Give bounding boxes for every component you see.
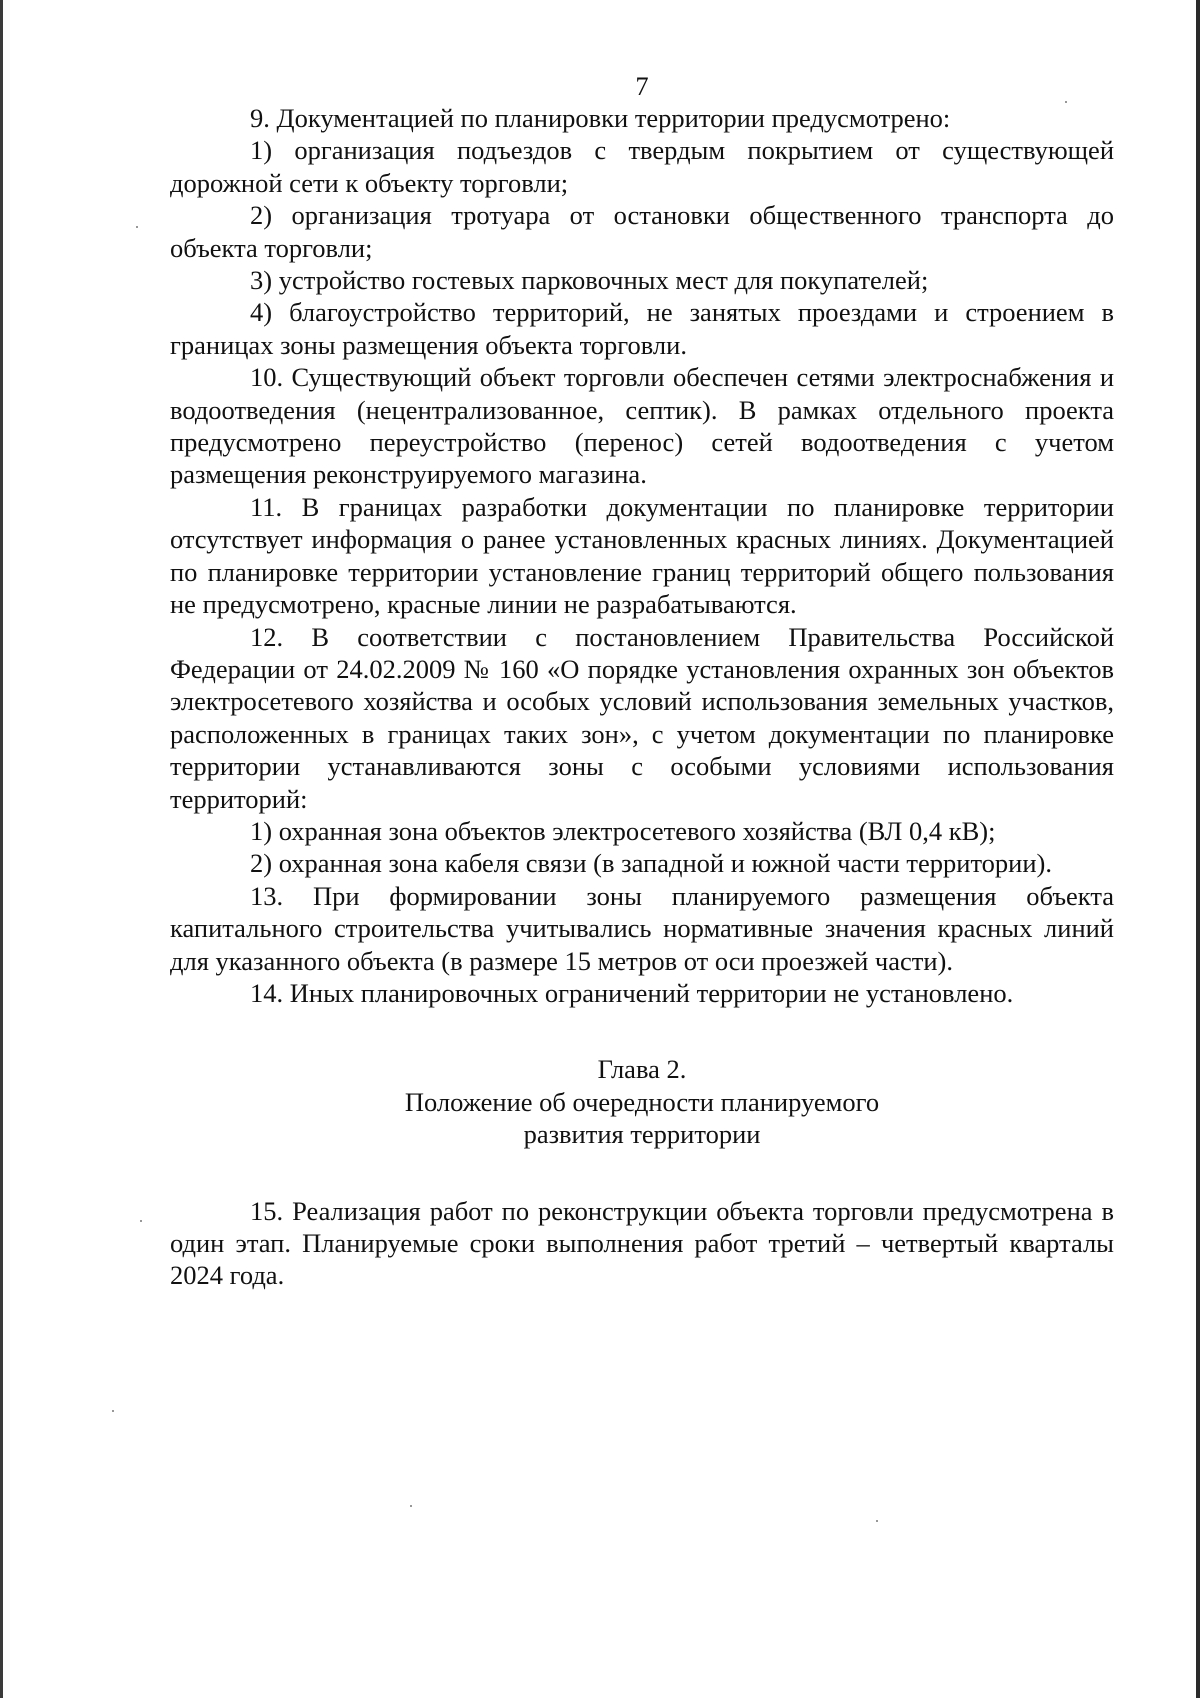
list-item-4: 4) благоустройство территорий, не занятых проездами и строением в границах зоны размещения объекта торговли. xyxy=(170,297,1114,360)
paragraph-13: 13. При формировании зоны планируемого размещения объекта капитального строительства учитывались нормативные значения красных линий для указанного объекта (в размере 15 метров от оси проезжей части). xyxy=(170,880,1114,976)
zone-item-2: 2) охранная зона кабеля связи (в западной и южной части территории). xyxy=(250,848,1052,879)
scan-edge-right xyxy=(1196,0,1200,1698)
scan-speck xyxy=(112,1410,114,1412)
paragraph-11: 11. В границах разработки документации по планировке территории отсутствует информация о ранее установленных красных линиях. Документацией по планировке территории установление границ территорий общего пользования не предусмотрено, красные линии не разрабатываются. xyxy=(170,491,1114,620)
chapter-subtitle-line-1: Положение об очередности планируемого xyxy=(404,1086,880,1117)
paragraph-15: 15. Реализация работ по реконструкции объекта торговли предусмотрена в один этап. Планируемые сроки выполнения работ третий – четвертый кварталы 2024 года. xyxy=(170,1195,1114,1291)
document-body xyxy=(170,70,1114,1292)
scan-speck xyxy=(410,1505,412,1507)
paragraph-10: 10. Существующий объект торговли обеспечен сетями электроснабжения и водоотведения (нецентрализованное, септик). В рамках отдельного проекта предусмотрено переустройство (перенос) сетей водоотведения с учетом размещения реконструируемого магазина. xyxy=(170,362,1114,490)
paragraph-9: 9. Документацией по планировки территории предусмотрено: xyxy=(250,103,951,133)
paragraph-14: 14. Иных планировочных ограничений территории не установлено. xyxy=(250,977,1014,1008)
chapter-title: Глава 2. xyxy=(597,1054,687,1085)
zone-item-1: 1) охранная зона объектов электросетевого хозяйства (ВЛ 0,4 кВ); xyxy=(250,815,996,846)
list-item-3: 3) устройство гостевых парковочных мест для покупателей; xyxy=(250,265,929,296)
scan-speck xyxy=(136,226,138,228)
list-item-1: 1) организация подъездов с твердым покрытием от существующей дорожной сети к объекту торговли; xyxy=(170,135,1114,198)
scan-speck xyxy=(876,1520,878,1522)
chapter-subtitle-line-2: развития территории xyxy=(523,1119,761,1150)
page-number: 7 xyxy=(635,71,649,101)
scan-speck xyxy=(140,1220,142,1222)
list-item-2: 2) организация тротуара от остановки общественного транспорта до объекта торговли; xyxy=(170,200,1114,263)
scan-edge-left xyxy=(0,0,3,1698)
paragraph-12: 12. В соответствии с постановлением Правительства Российской Федерации от 24.02.2009 № 160 «О порядке установления охранных зон объектов электросетевого хозяйства и особых условий использования земельных участков, расположенных в границах таких зон», с учетом документации по планировке территории устанавливаются зоны с особыми условиями использования территорий: xyxy=(170,621,1114,814)
